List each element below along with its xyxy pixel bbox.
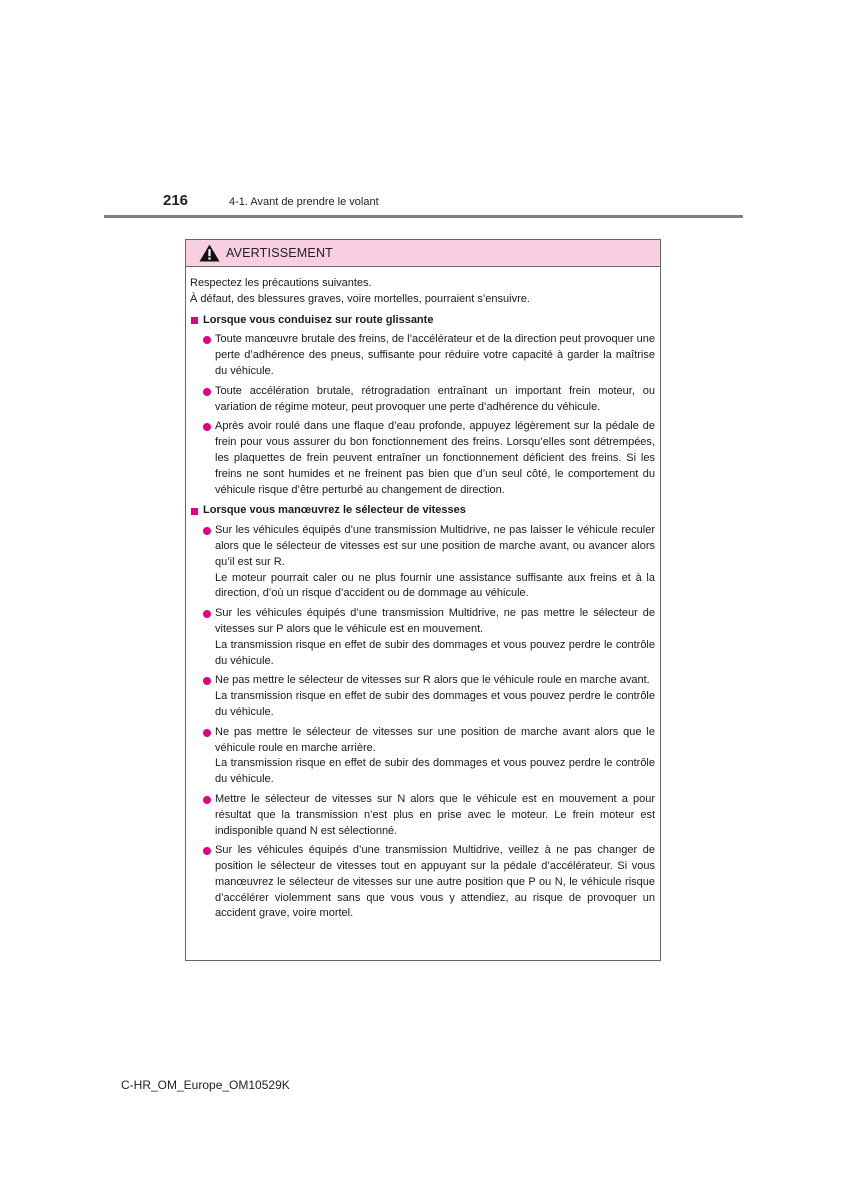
list-item (190, 606, 655, 669)
list-item-text: Après avoir roulé dans une flaque d’eau profonde, appuyez légèrement sur la pédale de frein pour vous assurer du bon fonctionnement des freins. Lorsqu’elles sont détrempées, les plaquettes de frein peuvent entraîner un fonctionnement déficient des freins. Si les freins ne sont humides et ne freinent pas bien que d’un seul côté, le comportement du véhicule risque d’être perturbé au changement de direction. (215, 420, 655, 496)
dot-bullet-icon (203, 677, 211, 685)
square-bullet-icon (191, 508, 198, 515)
list-item-text: Toute accélération brutale, rétrogradation entraînant un important frein moteur, ou variation de régime moteur, peut provoquer une perte d’adhérence du véhicule. (215, 384, 655, 413)
dot-bullet-icon (203, 388, 211, 396)
subheading (190, 313, 655, 329)
list-item-text: Sur les véhicules équipés d’une transmission Multidrive, ne pas mettre le sélecteur de vitesses sur P alors que le véhicule est en mouvement. La transmission risque en effet de subir des dommages et vous pouvez perdre le contrôle du véhicule. (215, 607, 655, 667)
dot-bullet-icon (203, 527, 211, 535)
section-title: 4-1. Avant de prendre le volant (229, 196, 379, 208)
dot-bullet-icon (203, 610, 211, 618)
page-number: 216 (163, 192, 189, 209)
list-item (190, 384, 655, 416)
dot-bullet-icon (203, 796, 211, 804)
dot-bullet-icon (203, 336, 211, 344)
subheading-text: Lorsque vous manœuvrez le sélecteur de vitesses (203, 504, 466, 517)
warning-box (185, 239, 661, 961)
header-rule (104, 215, 743, 218)
square-bullet-icon (191, 317, 198, 324)
list-item (190, 332, 655, 379)
warning-body (186, 267, 660, 922)
dot-bullet-icon (203, 729, 211, 737)
intro-line: Respectez les précautions suivantes. (190, 277, 372, 289)
list-item-text: Sur les véhicules équipés d’une transmission Multidrive, ne pas laisser le véhicule reculer alors que le sélecteur de vitesses est sur une position de marche avant, ou avancer alors qu’il est sur R. Le moteur pourrait caler ou ne plus fournir une assistance suffisante aux freins et à la direction, d’où un risque d’accident ou de dommage au véhicule. (215, 524, 655, 600)
subheading-text: Lorsque vous conduisez sur route glissante (203, 313, 434, 326)
list-item-text: Mettre le sélecteur de vitesses sur N alors que le véhicule est en mouvement a pour résultat que la transmission n’est plus en prise avec le moteur. Le frein moteur est indisponible quand N est sélectionné. (215, 792, 655, 837)
list-item (190, 523, 655, 602)
list-item-text: Sur les véhicules équipés d’une transmission Multidrive, veillez à ne pas changer de position le sélecteur de vitesses tout en appuyant sur la pédale d’accélérateur. Si vous manœuvrez le sélecteur de vitesses sur une autre position que P ou N, le véhicule risque d’accélérer violemment sans que vous vous y attendiez, au risque de provoquer un accident grave, voire mortel. (215, 844, 655, 920)
list-item (190, 792, 655, 839)
dot-bullet-icon (203, 423, 211, 431)
list-item-text: Toute manœuvre brutale des freins, de l’accélérateur et de la direction peut provoquer une perte d’adhérence des pneus, suffisante pour réduire votre capacité à garder la maîtrise du véhicule. (215, 333, 655, 377)
list-item (190, 673, 655, 720)
list-item (190, 843, 655, 922)
intro-line: À défaut, des blessures graves, voire mortelles, pourraient s’ensuivre. (190, 292, 530, 305)
warning-triangle-icon (199, 244, 220, 262)
list-item-text: Ne pas mettre le sélecteur de vitesses sur une position de marche avant alors que le véhicule roule en marche arrière. La transmission risque en effet de subir des dommages et vous pouvez perdre le contrôle du véhicule. (215, 725, 655, 786)
subheading (190, 503, 655, 519)
warning-title: AVERTISSEMENT (226, 246, 334, 260)
footer-code: C-HR_OM_Europe_OM10529K (121, 1078, 290, 1092)
warning-header (186, 240, 660, 267)
list-item (190, 725, 655, 788)
dot-bullet-icon (203, 847, 211, 855)
list-item (190, 419, 655, 498)
list-item-text: Ne pas mettre le sélecteur de vitesses sur R alors que le véhicule roule en marche avant. La transmission risque en effet de subir des dommages et vous pouvez perdre le contrôle du véhicule. (215, 674, 655, 718)
